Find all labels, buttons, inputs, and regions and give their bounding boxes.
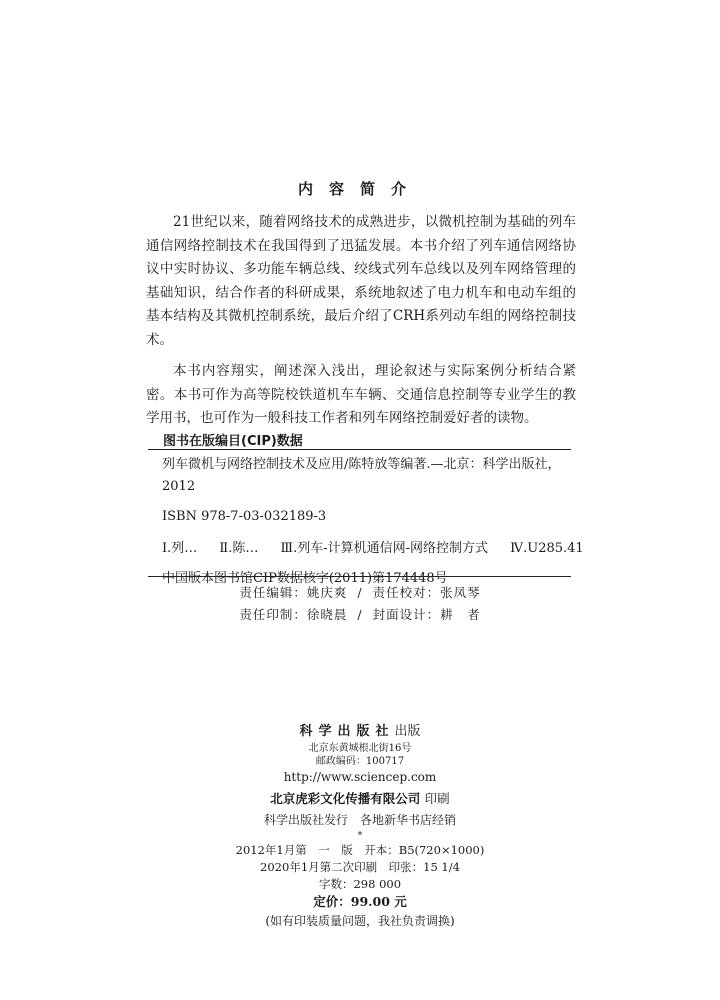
credit-proofreader: 责任校对：张凤琴 — [372, 585, 481, 600]
imprint — [0, 722, 720, 931]
quality-note: (如有印装质量问题，我社负责调换) — [265, 914, 455, 928]
cip-class-3: Ⅲ.列车-计算机通信网-网络控制方式 — [280, 541, 488, 556]
printer-line — [0, 788, 720, 810]
summary-paragraph-1: 21世纪以来，随着网络技术的成熟进步，以微机控制为基础的列车通信网络控制技术在我国得到了迅猛发展。本书介绍了列车通信网络协议中实时协议、多功能车辆总线、绞线式列车总线以及列车网络管理的基础知识，结合作者的科研成果，系统地叙述了电力机车和电动车组的基本结构及其微机控制系统，最后介绍了CRH系列动车组的网络控制技术。 — [146, 214, 576, 348]
credit-cover-design: 封面设计：耕 者 — [372, 607, 481, 622]
distribution: 科学出版社发行 各地新华书店经销 — [263, 813, 456, 827]
word-count: 字数：298 000 — [318, 877, 402, 891]
separator-star: * — [357, 831, 363, 841]
cip-title: 图书在版编目(CIP)数据 — [163, 434, 303, 449]
cip-class-1: Ⅰ.列… — [162, 541, 198, 556]
summary-heading: 内容简介 — [297, 180, 422, 198]
publisher-url: http://www.sciencep.com — [283, 770, 437, 784]
publisher-line — [0, 722, 720, 742]
credits — [0, 582, 720, 626]
cip-classification — [148, 538, 584, 560]
cip-top-rule — [148, 449, 571, 450]
cip-entry: 列车微机与网络控制技术及应用/陈特放等编著.—北京：科学出版社，2012 — [162, 457, 561, 494]
cip-bottom-rule — [148, 576, 571, 577]
summary-body — [146, 211, 576, 439]
printer-name: 北京虎彩文化传播有限公司 — [270, 791, 421, 806]
printer-suffix: 印刷 — [424, 791, 450, 806]
publisher-address: 北京东黄城根北街16号 — [308, 743, 412, 754]
cip-class-2: Ⅱ.陈… — [219, 541, 259, 556]
price: 定价：99.00 元 — [313, 894, 407, 909]
credit-production: 责任印制：徐晓晨 — [239, 607, 348, 622]
publisher-postcode: 邮政编码：100717 — [315, 756, 405, 767]
credit-separator: / — [357, 607, 363, 622]
publisher-name: 科学出版社 — [299, 724, 395, 739]
edition-line: 2012年1月第 一 版 开本：B5(720×1000) — [235, 843, 485, 857]
credit-separator: / — [357, 585, 363, 600]
printing-line: 2020年1月第二次印刷 印张：15 1/4 — [260, 860, 460, 874]
cip-class-4: Ⅳ.U285.41 — [510, 541, 584, 556]
summary-paragraph-2: 本书内容翔实，阐述深入浅出，理论叙述与实际案例分析结合紧密。本书可作为高等院校铁道机车车辆、交通信息控制等专业学生的教学用书，也可作为一般科技工作者和列车网络控制爱好者的读物。 — [146, 363, 576, 426]
cip-record: 中国版本图书馆CIP数据核字(2011)第174448号 — [162, 571, 448, 586]
credit-editor: 责任编辑：姚庆爽 — [239, 585, 348, 600]
publisher-suffix: 出版 — [394, 724, 421, 739]
cip-isbn: ISBN 978-7-03-032189-3 — [162, 509, 327, 524]
credit-row-production — [0, 604, 720, 626]
cip-block — [148, 454, 584, 590]
credit-row-editors — [0, 582, 720, 604]
